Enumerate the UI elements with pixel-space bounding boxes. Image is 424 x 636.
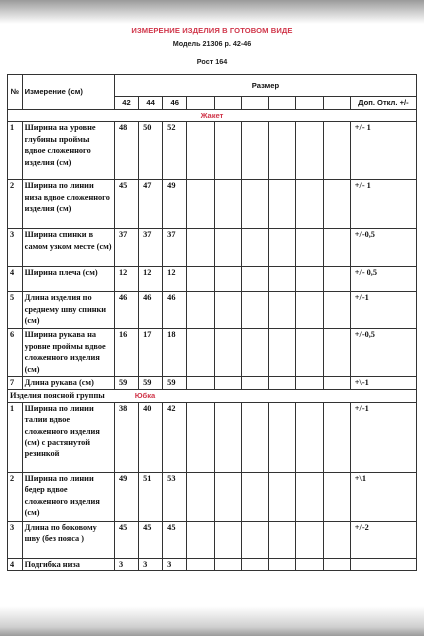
size-44-value: 45 xyxy=(139,521,163,558)
measure-name: Подгибка низа xyxy=(22,558,114,570)
measure-name: Длина рукава (см) xyxy=(22,377,114,390)
document-title: ИЗМЕРЕНИЕ ИЗДЕЛИЯ В ГОТОВОМ ВИДЕ xyxy=(131,26,293,35)
tolerance-value: +\-1 xyxy=(350,377,416,390)
empty-cell xyxy=(296,292,323,329)
measure-name: Ширина рукава на уровне проймы вдвое сложенного изделия (см) xyxy=(22,329,114,377)
col-header-num: № xyxy=(8,75,23,110)
empty-cell xyxy=(187,521,214,558)
empty-cell xyxy=(241,267,268,292)
empty-cell xyxy=(269,329,296,377)
empty-cell xyxy=(323,329,350,377)
empty-cell xyxy=(269,292,296,329)
empty-cell xyxy=(269,377,296,390)
empty-cell xyxy=(214,229,241,267)
size-44-value: 51 xyxy=(139,472,163,521)
empty-cell xyxy=(323,377,350,390)
empty-cell xyxy=(214,292,241,329)
size-header-empty xyxy=(214,97,241,110)
size-46-value: 46 xyxy=(163,292,187,329)
size-header-empty xyxy=(296,97,323,110)
row-number: 5 xyxy=(8,292,23,329)
empty-cell xyxy=(269,122,296,180)
empty-cell xyxy=(214,558,241,570)
empty-cell xyxy=(187,267,214,292)
size-46-value: 59 xyxy=(163,377,187,390)
tolerance-value: +/- 1 xyxy=(350,180,416,229)
measure-name: Длина изделия по среднему шву спинки (см) xyxy=(22,292,114,329)
empty-cell xyxy=(187,377,214,390)
tolerance-value: +\1 xyxy=(350,472,416,521)
empty-cell xyxy=(269,558,296,570)
empty-cell xyxy=(296,402,323,472)
row-number: 1 xyxy=(8,402,23,472)
empty-cell xyxy=(187,180,214,229)
empty-cell xyxy=(187,558,214,570)
empty-cell xyxy=(323,472,350,521)
size-42-value: 45 xyxy=(114,521,138,558)
section-title-waist-text: Изделия поясной группы xyxy=(10,391,105,401)
empty-cell xyxy=(323,122,350,180)
empty-cell xyxy=(296,180,323,229)
size-44-value: 46 xyxy=(139,292,163,329)
size-42-value: 3 xyxy=(114,558,138,570)
empty-cell xyxy=(214,521,241,558)
empty-cell xyxy=(187,292,214,329)
size-46-value: 37 xyxy=(163,229,187,267)
empty-cell xyxy=(323,229,350,267)
row-number: 1 xyxy=(8,122,23,180)
empty-cell xyxy=(269,180,296,229)
size-44-value: 47 xyxy=(139,180,163,229)
size-42-value: 37 xyxy=(114,229,138,267)
empty-cell xyxy=(214,180,241,229)
tolerance-value: +/- 1 xyxy=(350,122,416,180)
empty-cell xyxy=(187,229,214,267)
size-46-value: 45 xyxy=(163,521,187,558)
measure-name: Ширина спинки в самом узком месте (см) xyxy=(22,229,114,267)
row-number: 2 xyxy=(8,180,23,229)
size-46-value: 42 xyxy=(163,402,187,472)
empty-cell xyxy=(323,521,350,558)
table-row xyxy=(8,329,417,377)
size-42-value: 48 xyxy=(114,122,138,180)
empty-cell xyxy=(296,472,323,521)
size-42-value: 46 xyxy=(114,292,138,329)
row-number: 4 xyxy=(8,267,23,292)
tolerance-header: Доп. Откл. +/- xyxy=(350,97,416,110)
empty-cell xyxy=(269,402,296,472)
measure-name: Ширина по линии бедер вдвое сложенного изделия (см) xyxy=(22,472,114,521)
tolerance-value: +/-2 xyxy=(350,521,416,558)
empty-cell xyxy=(296,521,323,558)
empty-cell xyxy=(241,329,268,377)
height-line: Рост 164 xyxy=(196,57,228,66)
size-header-44: 44 xyxy=(139,97,163,110)
size-42-value: 12 xyxy=(114,267,138,292)
table-row xyxy=(8,180,417,229)
tolerance-value: +/-1 xyxy=(350,292,416,329)
empty-cell xyxy=(241,521,268,558)
empty-cell xyxy=(269,472,296,521)
row-number: 6 xyxy=(8,329,23,377)
empty-cell xyxy=(323,292,350,329)
size-42-value: 45 xyxy=(114,180,138,229)
row-number: 2 xyxy=(8,472,23,521)
empty-cell xyxy=(241,377,268,390)
table-row xyxy=(8,229,417,267)
size-44-value: 40 xyxy=(139,402,163,472)
row-number: 4 xyxy=(8,558,23,570)
empty-cell xyxy=(296,267,323,292)
tolerance-value: +/-0,5 xyxy=(350,229,416,267)
section-title-jacket: Жакет xyxy=(8,110,417,122)
size-header-empty xyxy=(241,97,268,110)
empty-cell xyxy=(241,402,268,472)
tolerance-value: +/-0,5 xyxy=(350,329,416,377)
size-44-value: 12 xyxy=(139,267,163,292)
tolerance-value xyxy=(350,558,416,570)
size-42-value: 16 xyxy=(114,329,138,377)
size-44-value: 17 xyxy=(139,329,163,377)
empty-cell xyxy=(187,122,214,180)
size-46-value: 49 xyxy=(163,180,187,229)
size-44-value: 50 xyxy=(139,122,163,180)
empty-cell xyxy=(269,229,296,267)
empty-cell xyxy=(241,558,268,570)
table-row xyxy=(8,521,417,558)
table-row xyxy=(8,402,417,472)
row-number: 3 xyxy=(8,521,23,558)
empty-cell xyxy=(214,329,241,377)
empty-cell xyxy=(296,558,323,570)
row-number: 7 xyxy=(8,377,23,390)
measure-name: Длина по боковому шву (без пояса ) xyxy=(22,521,114,558)
size-44-value: 59 xyxy=(139,377,163,390)
empty-cell xyxy=(323,267,350,292)
empty-cell xyxy=(296,122,323,180)
empty-cell xyxy=(323,558,350,570)
size-46-value: 3 xyxy=(163,558,187,570)
bottom-shadow xyxy=(0,606,424,636)
size-header-empty xyxy=(187,97,214,110)
size-44-value: 37 xyxy=(139,229,163,267)
empty-cell xyxy=(187,329,214,377)
empty-cell xyxy=(241,122,268,180)
empty-cell xyxy=(214,472,241,521)
size-header-empty xyxy=(323,97,350,110)
table-row xyxy=(8,377,417,390)
empty-cell xyxy=(323,402,350,472)
measure-name: Ширина на уровне глубины проймы вдвое сложенного изделия (см) xyxy=(22,122,114,180)
table-row xyxy=(8,122,417,180)
empty-cell xyxy=(269,521,296,558)
measure-name: Ширина по линии талии вдвое сложенного изделия (см) с растянутой резинкой xyxy=(22,402,114,472)
empty-cell xyxy=(323,180,350,229)
empty-cell xyxy=(187,472,214,521)
model-line: Модель 21306 р. 42-46 xyxy=(172,39,252,48)
empty-cell xyxy=(214,122,241,180)
size-header-46: 46 xyxy=(163,97,187,110)
size-46-value: 52 xyxy=(163,122,187,180)
col-header-measure: Измерение (см) xyxy=(22,75,114,110)
size-46-value: 12 xyxy=(163,267,187,292)
size-44-value: 3 xyxy=(139,558,163,570)
tolerance-value: +/- 0,5 xyxy=(350,267,416,292)
table-row xyxy=(8,267,417,292)
size-46-value: 18 xyxy=(163,329,187,377)
measurement-table xyxy=(7,74,417,571)
measure-name: Ширина плеча (см) xyxy=(22,267,114,292)
empty-cell xyxy=(241,229,268,267)
size-header-42: 42 xyxy=(114,97,138,110)
empty-cell xyxy=(296,377,323,390)
measure-name: Ширина по линии низа вдвое сложенного изделия (см) xyxy=(22,180,114,229)
tolerance-value: +/-1 xyxy=(350,402,416,472)
row-number: 3 xyxy=(8,229,23,267)
col-header-size: Размер xyxy=(114,75,416,97)
table-row xyxy=(8,558,417,570)
top-shadow xyxy=(0,0,424,24)
empty-cell xyxy=(269,267,296,292)
empty-cell xyxy=(187,402,214,472)
empty-cell xyxy=(296,329,323,377)
size-42-value: 59 xyxy=(114,377,138,390)
table-row xyxy=(8,292,417,329)
empty-cell xyxy=(241,180,268,229)
table-row xyxy=(8,472,417,521)
size-header-empty xyxy=(269,97,296,110)
section-title-skirt: Юбка xyxy=(134,391,156,401)
empty-cell xyxy=(214,267,241,292)
size-42-value: 38 xyxy=(114,402,138,472)
size-42-value: 49 xyxy=(114,472,138,521)
empty-cell xyxy=(214,377,241,390)
empty-cell xyxy=(296,229,323,267)
section-title-waist xyxy=(8,390,417,402)
empty-cell xyxy=(241,472,268,521)
size-46-value: 53 xyxy=(163,472,187,521)
empty-cell xyxy=(214,402,241,472)
empty-cell xyxy=(241,292,268,329)
